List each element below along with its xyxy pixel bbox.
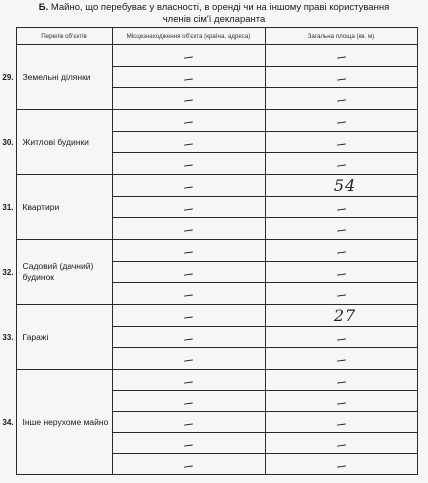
- empty-dash-mark: [184, 381, 193, 384]
- area-cell[interactable]: [265, 433, 417, 454]
- section-number: 32.: [2, 240, 16, 305]
- table-body: [2, 45, 417, 475]
- empty-dash-mark: [184, 56, 193, 59]
- empty-dash-mark: [184, 121, 193, 124]
- area-cell[interactable]: [265, 283, 417, 305]
- section-label: Житлові будинки: [16, 110, 112, 175]
- location-cell[interactable]: [112, 88, 265, 110]
- empty-dash-mark: [184, 444, 193, 447]
- location-cell[interactable]: [112, 370, 265, 391]
- location-cell[interactable]: [112, 348, 265, 370]
- empty-dash-mark: [184, 164, 193, 167]
- section-label: Садовий (дачний) будинок: [16, 240, 112, 305]
- location-cell[interactable]: [112, 305, 265, 327]
- section-number: 30.: [2, 110, 16, 175]
- heading-line-2: членів сім'ї декларанта: [162, 14, 266, 25]
- area-cell[interactable]: [265, 88, 417, 110]
- empty-dash-mark: [336, 164, 345, 167]
- area-cell[interactable]: [265, 67, 417, 88]
- empty-dash-mark: [184, 99, 193, 102]
- location-cell[interactable]: [112, 262, 265, 283]
- empty-dash-mark: [184, 251, 193, 254]
- table-row: [2, 45, 417, 67]
- area-cell[interactable]: [265, 153, 417, 175]
- empty-dash-mark: [184, 208, 193, 211]
- area-cell[interactable]: [265, 197, 417, 218]
- area-cell[interactable]: [265, 305, 417, 327]
- location-cell[interactable]: [112, 327, 265, 348]
- location-cell[interactable]: [112, 197, 265, 218]
- location-cell[interactable]: [112, 67, 265, 88]
- heading-letter: Б.: [38, 2, 49, 13]
- empty-dash-mark: [184, 186, 193, 189]
- section-number: 29.: [2, 45, 16, 110]
- location-cell[interactable]: [112, 433, 265, 454]
- location-cell[interactable]: [112, 110, 265, 132]
- empty-dash-mark: [336, 444, 345, 447]
- empty-dash-mark: [336, 121, 345, 124]
- location-cell[interactable]: [112, 218, 265, 240]
- handwritten-area-value: 54: [333, 176, 357, 195]
- handwritten-area-value: 27: [333, 306, 357, 325]
- section-label: Гаражі: [16, 305, 112, 370]
- empty-dash-mark: [336, 208, 345, 211]
- table-row: [2, 175, 417, 197]
- table-header-row: [2, 28, 417, 45]
- table-row: [2, 370, 417, 391]
- location-cell[interactable]: [112, 132, 265, 153]
- empty-dash-mark: [336, 273, 345, 276]
- area-cell[interactable]: [265, 218, 417, 240]
- empty-dash-mark: [184, 338, 193, 341]
- table-row: [2, 305, 417, 327]
- location-cell[interactable]: [112, 454, 265, 475]
- empty-dash-mark: [184, 316, 193, 319]
- table-row: [2, 110, 417, 132]
- form-heading: [0, 2, 428, 26]
- section-label: Інше нерухоме майно: [16, 370, 112, 475]
- location-cell[interactable]: [112, 283, 265, 305]
- heading-text: Майно, що перебуває у власності, в оренді чи на іншому праві користування: [48, 2, 390, 13]
- area-cell[interactable]: [265, 327, 417, 348]
- area-cell[interactable]: [265, 175, 417, 197]
- header-location: Місцезнаходження об'єкта (країна, адреса): [112, 28, 265, 45]
- table-row: [2, 240, 417, 262]
- location-cell[interactable]: [112, 391, 265, 412]
- header-name: Перелік об'єктів: [16, 28, 112, 45]
- header-area: Загальна площа (кв. м): [265, 28, 417, 45]
- area-cell[interactable]: [265, 132, 417, 153]
- area-cell[interactable]: [265, 348, 417, 370]
- empty-dash-mark: [184, 402, 193, 405]
- area-cell[interactable]: [265, 370, 417, 391]
- area-cell[interactable]: [265, 391, 417, 412]
- empty-dash-mark: [336, 423, 345, 426]
- empty-dash-mark: [336, 78, 345, 81]
- empty-dash-mark: [336, 294, 345, 297]
- empty-dash-mark: [184, 423, 193, 426]
- empty-dash-mark: [336, 402, 345, 405]
- empty-dash-mark: [336, 229, 345, 232]
- location-cell[interactable]: [112, 412, 265, 433]
- area-cell[interactable]: [265, 412, 417, 433]
- empty-dash-mark: [184, 143, 193, 146]
- section-number: 31.: [2, 175, 16, 240]
- property-table: [2, 27, 418, 475]
- empty-dash-mark: [336, 143, 345, 146]
- section-number: 33.: [2, 305, 16, 370]
- area-cell[interactable]: [265, 110, 417, 132]
- area-cell[interactable]: [265, 262, 417, 283]
- location-cell[interactable]: [112, 175, 265, 197]
- empty-dash-mark: [184, 78, 193, 81]
- empty-dash-mark: [336, 338, 345, 341]
- section-label: Квартири: [16, 175, 112, 240]
- empty-dash-mark: [336, 359, 345, 362]
- empty-dash-mark: [336, 465, 345, 468]
- empty-dash-mark: [336, 56, 345, 59]
- area-cell[interactable]: [265, 45, 417, 67]
- heading-line-1: [0, 2, 428, 14]
- empty-dash-mark: [336, 251, 345, 254]
- empty-dash-mark: [336, 381, 345, 384]
- area-cell[interactable]: [265, 240, 417, 262]
- empty-dash-mark: [184, 359, 193, 362]
- section-label: Земельні ділянки: [16, 45, 112, 110]
- location-cell[interactable]: [112, 45, 265, 67]
- empty-dash-mark: [184, 229, 193, 232]
- section-number: 34.: [2, 370, 16, 475]
- location-cell[interactable]: [112, 240, 265, 262]
- header-number-cell: [2, 28, 16, 45]
- empty-dash-mark: [184, 465, 193, 468]
- empty-dash-mark: [184, 294, 193, 297]
- empty-dash-mark: [336, 99, 345, 102]
- location-cell[interactable]: [112, 153, 265, 175]
- area-cell[interactable]: [265, 454, 417, 475]
- empty-dash-mark: [184, 273, 193, 276]
